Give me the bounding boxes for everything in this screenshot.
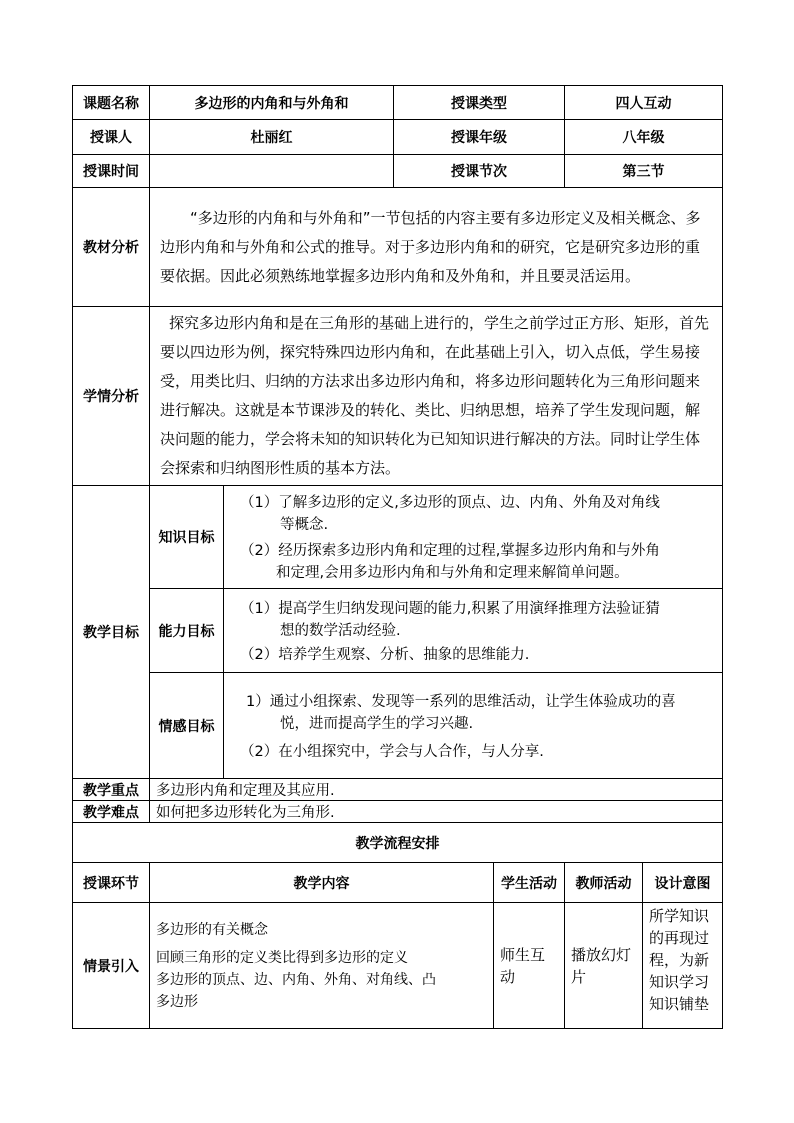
row-time <box>73 155 723 188</box>
flow-content-line-3: 多边形的顶点、边、内角、外角、对角线、凸 <box>156 971 436 988</box>
grade-value: 八年级 <box>565 120 723 155</box>
flow-content-line-2: 回顾三角形的定义类比得到多边形的定义 <box>156 949 408 966</box>
row-flow-intro <box>73 903 723 1029</box>
emotion-goal-label: 情感目标 <box>150 673 224 779</box>
knowledge-goal-label: 知识目标 <box>150 486 224 589</box>
flow-header-student: 学生活动 <box>494 863 565 903</box>
emotion-goal-1b: 悦，进而提高学生的学习兴趣. <box>280 715 474 732</box>
flow-header-stage: 授课环节 <box>73 863 150 903</box>
ability-goal-1a: （1）提高学生归纳发现问题的能力,积累了用演绎推理方法验证猜 <box>240 600 660 617</box>
flow-title: 教学流程安排 <box>73 823 723 863</box>
row-key-point <box>73 779 723 801</box>
row-goal-knowledge <box>73 486 723 589</box>
time-value <box>150 155 394 188</box>
emotion-goal-2a: （2）在小组探究中，学会与人合作，与人分享. <box>240 743 544 760</box>
flow-content-line-4: 多边形 <box>156 993 198 1010</box>
student-analysis-cell <box>150 307 723 486</box>
period-label: 授课节次 <box>394 155 565 188</box>
knowledge-goal-1a: （1）了解多边形的定义,多边形的顶点、边、内角、外角及对角线 <box>240 495 660 511</box>
student-analysis-label: 学情分析 <box>73 307 150 486</box>
flow-header-intent: 设计意图 <box>643 863 723 903</box>
knowledge-goal-1b: 等概念. <box>280 517 329 533</box>
ability-goal-cell <box>224 589 723 673</box>
course-name-label: 课题名称 <box>73 86 150 120</box>
goals-label: 教学目标 <box>73 486 150 779</box>
lesson-type-label: 授课类型 <box>394 86 565 120</box>
key-point-label: 教学重点 <box>73 779 150 801</box>
grade-label: 授课年级 <box>394 120 565 155</box>
period-value: 第三节 <box>565 155 723 188</box>
lesson-type-value: 四人互动 <box>565 86 723 120</box>
flow-header-teacher: 教师活动 <box>565 863 643 903</box>
difficulty-text: 如何把多边形转化为三角形. <box>150 801 723 823</box>
row-goal-ability <box>73 589 723 673</box>
row-student-analysis <box>73 307 723 486</box>
row-material-analysis <box>73 188 723 307</box>
difficulty-label: 教学难点 <box>73 801 150 823</box>
emotion-goal-1a: 1）通过小组探索、发现等一系列的思维活动，让学生体验成功的喜 <box>246 693 676 710</box>
knowledge-goal-2a: （2）经历探索多边形内角和定理的过程,掌握多边形内角和与外角 <box>240 543 660 559</box>
ability-goal-1b: 想的数学活动经验. <box>280 622 401 639</box>
flow-teacher-intro: 播放幻灯片 <box>565 903 643 1029</box>
row-course-name <box>73 86 723 120</box>
row-flow-title <box>73 823 723 863</box>
material-analysis-cell <box>150 188 723 307</box>
row-goal-emotion <box>73 673 723 779</box>
key-point-text: 多边形内角和定理及其应用. <box>150 779 723 801</box>
student-analysis-text: 探究多边形内角和是在三角形的基础上进行的，学生之前学过正方形、矩形，首先要以四边形为例，探究特殊四边形内角和，在此基础上引入，切入点低，学生易接受，用类比归、归纳的方法求出多边形内角和，将多边形问题转化为三角形问题来进行解决。这就是本节课涉及的转化、类比、归纳思想，培养了学生发现问题，解决问题的能力，学会将未知的知识转化为已知知识进行解决的方法。同时让学生体会探索和归纳图形性质的基本方法。 <box>160 314 710 477</box>
ability-goal-2a: （2）培养学生观察、分析、抽象的思维能力. <box>240 646 530 663</box>
teacher-label: 授课人 <box>73 120 150 155</box>
flow-intent-intro: 所学知识的再现过程，为新知识学习知识铺垫 <box>643 903 723 1029</box>
ability-goal-label: 能力目标 <box>150 589 224 673</box>
knowledge-goal-cell <box>224 486 723 589</box>
teacher-value: 杜丽红 <box>150 120 394 155</box>
flow-content-intro <box>150 903 494 1029</box>
course-name-value: 多边形的内角和与外角和 <box>150 86 394 120</box>
flow-stage-intro: 情景引入 <box>73 903 150 1029</box>
lesson-plan-table <box>72 85 723 1029</box>
flow-student-intro: 师生互动 <box>494 903 565 1029</box>
row-difficulty <box>73 801 723 823</box>
knowledge-goal-2b: 和定理,会用多边形内角和与外角和定理来解简单问题。 <box>276 565 629 581</box>
row-teacher <box>73 120 723 155</box>
row-flow-header <box>73 863 723 903</box>
material-analysis-label: 教材分析 <box>73 188 150 307</box>
emotion-goal-cell <box>224 673 723 779</box>
time-label: 授课时间 <box>73 155 150 188</box>
flow-header-content: 教学内容 <box>150 863 494 903</box>
flow-content-line-1: 多边形的有关概念 <box>156 921 268 938</box>
material-analysis-text: “多边形的内角和与外角和”一节包括的内容主要有多边形定义及相关概念、多边形内角和与外角和公式的推导。对于多边形内角和的研究，它是研究多边形的重要依据。因此必须熟练地掌握多边形内角和及外角和，并且要灵活运用。 <box>160 208 701 285</box>
